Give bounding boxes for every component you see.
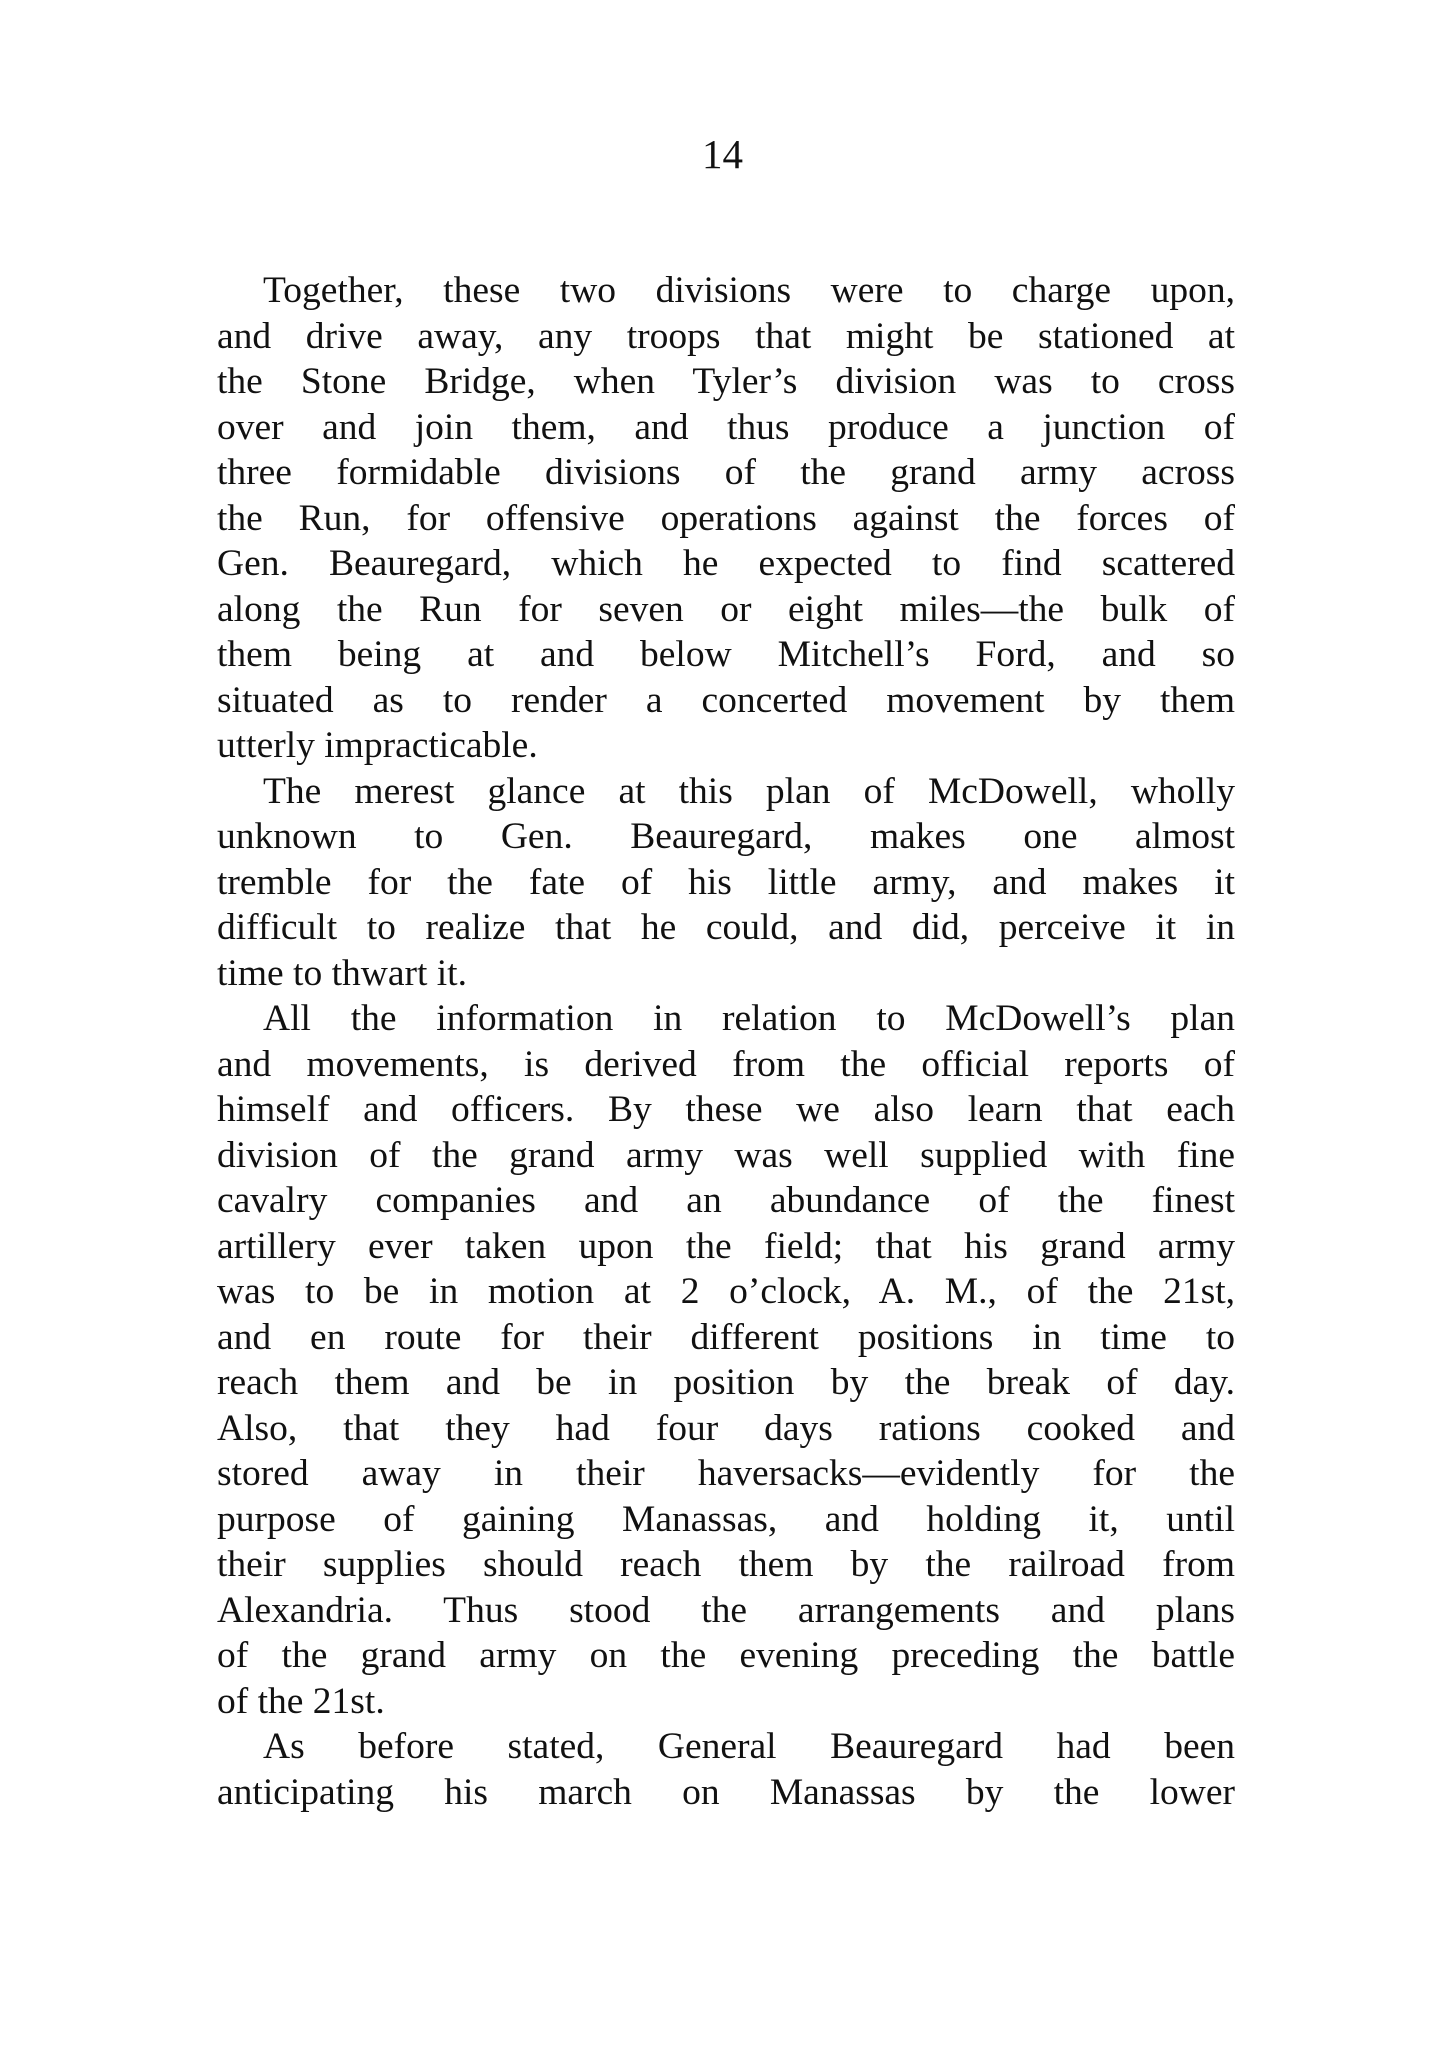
text-line: situated as to render a concerted movement by them — [217, 679, 1235, 721]
text-line: was to be in motion at 2 o’clock, A. M., of the 21st, — [217, 1271, 1235, 1312]
text-line: stored away in their haversacks—evidently for the — [217, 1453, 1235, 1494]
text-line: reach them and be in position by the break of day. — [217, 1362, 1235, 1403]
text-line: of the grand army on the evening preceding the battle — [217, 1635, 1235, 1676]
text-line: tremble for the fate of his little army, and makes it — [217, 861, 1235, 903]
text-line: time to thwart it. — [217, 952, 467, 994]
text-line: Gen. Beauregard, which he expected to find scattered — [217, 543, 1235, 584]
text-line: The merest glance at this plan of McDowell, wholly — [263, 770, 1235, 812]
text-line: three formidable divisions of the grand army across — [217, 452, 1235, 493]
text-line: over and join them, and thus produce a junction of — [217, 406, 1235, 448]
text-line: and movements, is derived from the official reports of — [217, 1043, 1235, 1085]
text-line: All the information in relation to McDowell’s plan — [263, 998, 1235, 1039]
paragraph-3 — [217, 996, 1235, 1724]
text-line: difficult to realize that he could, and did, perceive it in — [217, 907, 1235, 948]
text-line: along the Run for seven or eight miles—the bulk of — [217, 588, 1235, 630]
paragraph-1 — [217, 268, 1235, 769]
text-line: and en route for their different positions in time to — [217, 1316, 1235, 1358]
paragraph-2 — [217, 769, 1235, 997]
paragraph-4 — [217, 1724, 1235, 1815]
text-line: their supplies should reach them by the railroad from — [217, 1544, 1235, 1585]
text-line: of the 21st. — [217, 1680, 385, 1722]
text-line: utterly impracticable. — [217, 725, 538, 766]
page-number: 14 — [702, 131, 743, 177]
text-line: As before stated, General Beauregard had been — [263, 1726, 1235, 1767]
text-line: himself and officers. By these we also learn that each — [217, 1089, 1235, 1130]
text-line: Also, that they had four days rations cooked and — [217, 1407, 1235, 1449]
text-line: anticipating his march on Manassas by the lower — [217, 1771, 1235, 1813]
body-text — [217, 268, 1235, 1815]
text-line: the Stone Bridge, when Tyler’s division was to cross — [217, 361, 1235, 402]
text-line: Together, these two divisions were to charge upon, — [263, 270, 1235, 311]
text-line: Alexandria. Thus stood the arrangements and plans — [217, 1589, 1235, 1631]
text-line: unknown to Gen. Beauregard, makes one almost — [217, 816, 1235, 857]
text-line: artillery ever taken upon the field; that his grand army — [217, 1225, 1235, 1267]
text-line: them being at and below Mitchell’s Ford, and so — [217, 634, 1235, 675]
text-line: purpose of gaining Manassas, and holding it, until — [217, 1498, 1235, 1540]
text-line: and drive away, any troops that might be stationed at — [217, 315, 1235, 357]
text-line: cavalry companies and an abundance of the finest — [217, 1180, 1235, 1221]
text-line: division of the grand army was well supplied with fine — [217, 1134, 1235, 1176]
text-line: the Run, for offensive operations against the forces of — [217, 497, 1235, 539]
